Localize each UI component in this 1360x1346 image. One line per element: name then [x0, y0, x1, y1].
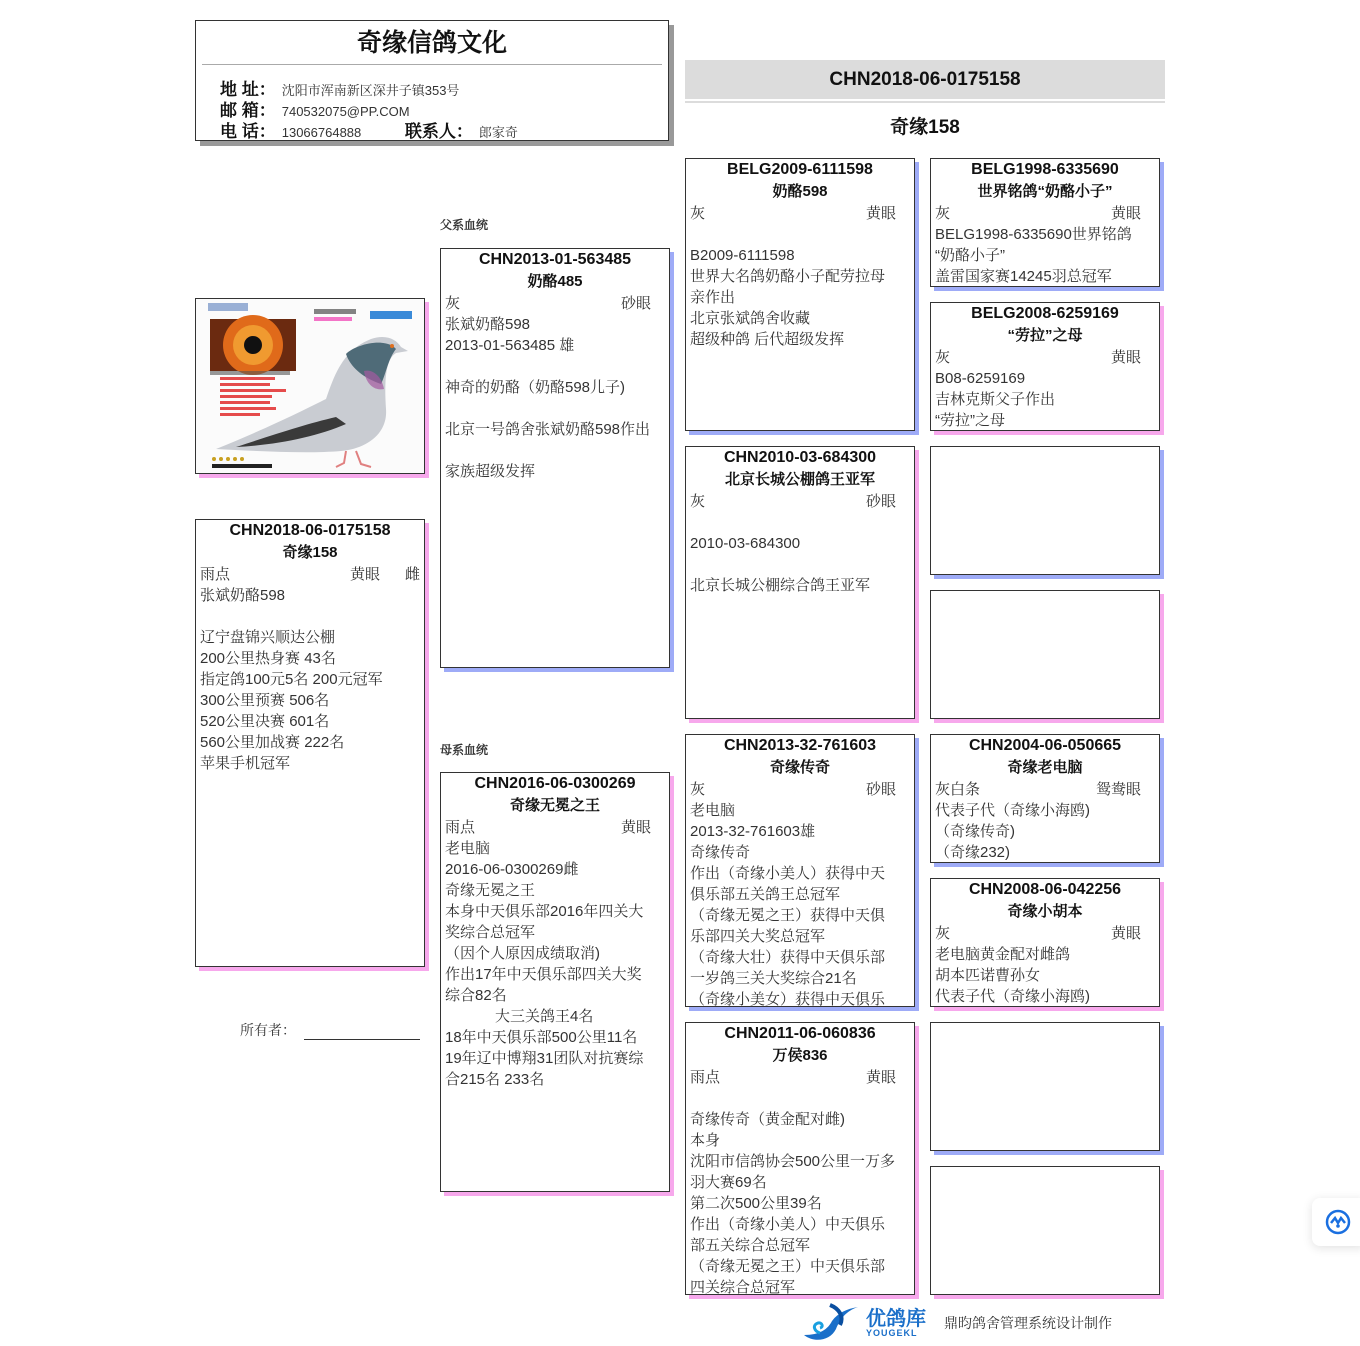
- credit-text: 鼎昀鸽舍管理系统设计制作: [944, 1315, 1112, 1331]
- remark-line: 辽宁盘锦兴顺达公棚: [200, 629, 336, 646]
- email-value: 740532075@PP.COM: [281, 104, 410, 119]
- color-eye-row: [931, 347, 1159, 368]
- footer: [800, 1302, 1112, 1344]
- remark-line: 第二次500公里39名: [690, 1195, 822, 1212]
- color-eye-row: [931, 779, 1159, 800]
- feather-color: 灰: [935, 349, 951, 366]
- remark-line: 本身: [690, 1132, 721, 1149]
- remark-line: （奇缘小美女）获得中天俱乐: [690, 991, 886, 1007]
- pedigree-box[interactable]: [685, 734, 915, 1007]
- pigeon-name: 奇缘无冕之王: [509, 797, 600, 814]
- ring-number: CHN2010-03-684300: [723, 449, 877, 466]
- contact-label: 联系人：: [404, 122, 473, 141]
- remark-line: 作出（奇缘小美人）获得中天: [690, 865, 886, 882]
- feather-color: 灰: [690, 781, 706, 798]
- feather-color: 雨点: [200, 566, 231, 583]
- remark-line: [441, 440, 669, 461]
- remark-line: [686, 512, 914, 533]
- eye-type: 鸳鸯眼: [1095, 781, 1141, 798]
- eye-type: 黄眼: [620, 819, 651, 836]
- remark-line: 2013-32-761603雄: [690, 823, 816, 840]
- pigeon-name: 世界铭鸽“奶酪小子”: [977, 183, 1113, 200]
- feather-color: 雨点: [445, 819, 476, 836]
- loft-title: 奇缘信鸽文化: [356, 29, 507, 57]
- remark-line: 合215名 233名: [445, 1071, 545, 1088]
- remark-line: 盖雷国家赛14245羽总冠军: [935, 268, 1112, 285]
- eye-type: 黄眼: [1110, 349, 1141, 366]
- floating-assistant-button[interactable]: [1312, 1198, 1360, 1246]
- phone-label: 电 话：: [220, 122, 276, 141]
- feather-color: 灰: [690, 493, 706, 510]
- color-eye-row: [686, 779, 914, 800]
- remark-line: 作出17年中天俱乐部四关大奖: [445, 966, 642, 983]
- remark-line: 北京一号鸽舍张斌奶酪598作出: [445, 421, 651, 438]
- pedigree-box[interactable]: [930, 302, 1160, 431]
- remark-line: [441, 356, 669, 377]
- eye-type: 黄眼: [349, 566, 380, 583]
- color-eye-row: [441, 817, 669, 838]
- pedigree-name: 奇缘158: [890, 117, 960, 138]
- empty-pedigree-box: [930, 1022, 1160, 1151]
- remark-line: 吉林克斯父子作出: [935, 391, 1056, 408]
- remark-line: 19年辽中博翔31团队对抗赛综: [445, 1050, 644, 1067]
- brand-name-en: YOUGEKL: [866, 1327, 918, 1338]
- color-eye-row: [931, 923, 1159, 944]
- pigeon-name: 奶酪485: [527, 273, 583, 290]
- remark-line: 2010-03-684300: [690, 535, 801, 552]
- empty-pedigree-box: [930, 446, 1160, 575]
- ring-number: CHN2008-06-042256: [968, 881, 1122, 898]
- remark-line: 神奇的奶酪（奶酪598儿子): [445, 379, 626, 396]
- pigeon-name: 奇缘老电脑: [1007, 759, 1083, 776]
- eye-type: 砂眼: [865, 781, 896, 798]
- ring-number: BELG1998-6335690: [971, 161, 1119, 178]
- remark-line: B08-6259169: [935, 370, 1026, 387]
- remark-line: [686, 224, 914, 245]
- empty-pedigree-box: [930, 1166, 1160, 1295]
- owner-blank-line: [304, 1025, 420, 1040]
- remark-line: B2009-6111598: [690, 247, 795, 264]
- pigeon-name: 奇缘传奇: [769, 759, 830, 776]
- empty-pedigree-box: [930, 590, 1160, 719]
- remark-line: 家族超级发挥: [445, 463, 536, 480]
- remark-line: [686, 554, 914, 575]
- remark-line: 老电脑: [445, 840, 491, 857]
- ring-number: BELG2009-6111598: [727, 161, 873, 178]
- remark-line: 代表子代（奇缘小海鸥): [935, 802, 1090, 819]
- ring-number: CHN2016-06-0300269: [474, 775, 636, 792]
- remark-line: “劳拉”之母: [935, 412, 1005, 429]
- color-eye-row: [931, 203, 1159, 224]
- eye-type: 黄眼: [865, 1069, 896, 1086]
- brand-name: 优鸽库: [866, 1307, 926, 1330]
- remark-line: （奇缘大壮）获得中天俱乐部: [690, 949, 886, 966]
- remark-line: （奇缘无冕之王）获得中天俱: [690, 907, 886, 924]
- pedigree-box[interactable]: [685, 446, 915, 719]
- pigeon-image: [196, 299, 424, 473]
- owner-label: 所有者：: [240, 1022, 296, 1038]
- eye-type: 黄眼: [865, 205, 896, 222]
- remark-line: （因个人原因成绩取消): [445, 945, 600, 962]
- feather-color: 灰: [690, 205, 706, 222]
- color-eye-row: [686, 203, 914, 224]
- pedigree-box[interactable]: [930, 158, 1160, 287]
- pedigree-box[interactable]: [685, 158, 915, 431]
- pigeon-name: 万侯836: [772, 1047, 828, 1064]
- eye-type: 黄眼: [1110, 925, 1141, 942]
- remark-line: BELG1998-6335690世界铭鸽: [935, 226, 1132, 243]
- remark-line: 200公里热身赛 43名: [200, 650, 336, 667]
- eye-type: 砂眼: [620, 295, 651, 312]
- pigeon-name: 奇缘小胡本: [1007, 903, 1083, 920]
- ring-number: BELG2008-6259169: [971, 305, 1119, 322]
- owner-field: [240, 1020, 420, 1040]
- remark-line: 奇缘传奇（黄金配对雌): [690, 1111, 845, 1128]
- sex: 雌: [404, 566, 420, 583]
- remark-line: 乐部四关大奖总冠军: [690, 928, 826, 945]
- remark-line: “奶酪小子”: [935, 247, 1005, 264]
- ring-number: CHN2018-06-0175158: [229, 522, 391, 539]
- remark-line: 指定鸽100元5名 200元冠军: [200, 671, 383, 688]
- remark-line: 18年中天俱乐部500公里11名: [445, 1029, 638, 1046]
- remark-line: 俱乐部五关鸽王总冠军: [690, 886, 841, 903]
- loft-info-card: [195, 20, 669, 141]
- remark-line: 老电脑: [690, 802, 736, 819]
- ring-number: CHN2004-06-050665: [968, 737, 1122, 754]
- remark-line: 部五关综合总冠军: [690, 1237, 811, 1254]
- remark-line: 沈阳市信鸽协会500公里一万多: [690, 1153, 896, 1170]
- color-eye-row: [686, 1067, 914, 1088]
- ring-number: CHN2013-32-761603: [723, 737, 877, 754]
- assistant-icon: [1325, 1209, 1351, 1235]
- color-eye-row: [686, 491, 914, 512]
- ring-number: CHN2011-06-060836: [724, 1025, 876, 1042]
- remark-line: 综合82名: [445, 987, 507, 1004]
- remark-line: （奇缘无冕之王）中天俱乐部: [690, 1258, 886, 1275]
- pigeon-name: 奶酪598: [772, 183, 828, 200]
- remark-line: 张斌奶酪598: [200, 587, 286, 604]
- color-eye-row: [196, 564, 424, 585]
- remark-line: 羽大赛69名: [690, 1174, 767, 1191]
- phone-value: 13066764888: [281, 125, 362, 140]
- remark-line: [441, 398, 669, 419]
- remark-line: 张斌奶酪598: [445, 316, 531, 333]
- yougeku-logo-icon: [800, 1303, 860, 1343]
- eye-type: 黄眼: [1110, 205, 1141, 222]
- pigeon-photo: [195, 298, 425, 474]
- pedigree-box[interactable]: [930, 878, 1160, 1007]
- remark-line: 奖综合总冠军: [445, 924, 536, 941]
- remark-line: 大三关鸽王4名: [445, 1008, 594, 1025]
- banner-divider: [685, 101, 1165, 103]
- pedigree-ring-banner: CHN2018-06-0175158: [685, 60, 1165, 99]
- remark-line: 一岁鸽三关大奖综合21名: [690, 970, 857, 987]
- remark-line: 本身中天俱乐部2016年四关大: [445, 903, 644, 920]
- remark-line: 北京张斌鸽舍收藏: [690, 310, 811, 327]
- remark-line: 2016-06-0300269雌: [445, 861, 579, 878]
- remark-line: 560公里加战赛 222名: [200, 734, 345, 751]
- pedigree-box[interactable]: [195, 519, 425, 967]
- remark-line: 520公里决赛 601名: [200, 713, 330, 730]
- remark-line: 奇缘无冕之王: [445, 882, 536, 899]
- remark-line: 奇缘传奇: [690, 844, 751, 861]
- remark-line: 世界大名鸽奶酪小子配劳拉母: [690, 268, 886, 285]
- dam-line-label: 母系血统: [440, 743, 489, 757]
- feather-color: 雨点: [690, 1069, 721, 1086]
- remark-line: 代表子代（奇缘小海鸥): [935, 988, 1090, 1005]
- contact-value: 郎家奇: [478, 125, 518, 140]
- phone-row: [220, 117, 518, 142]
- remark-line: 作出（奇缘小美人）中天俱乐: [690, 1216, 886, 1233]
- feather-color: 灰: [935, 925, 951, 942]
- remark-line: [686, 1088, 914, 1109]
- remark-line: [196, 606, 424, 627]
- pigeon-name: “劳拉”之母: [1007, 327, 1083, 344]
- remark-line: 2013-01-563485 雄: [445, 337, 575, 354]
- remark-line: 苹果手机冠军: [200, 755, 291, 772]
- remark-line: （奇缘传奇): [935, 823, 1015, 840]
- pedigree-box[interactable]: [685, 1022, 915, 1295]
- pigeon-name: 奇缘158: [282, 544, 338, 561]
- pedigree-box[interactable]: [440, 248, 670, 668]
- color-eye-row: [441, 293, 669, 314]
- address-value: 沈阳市浑南新区深井子镇353号: [281, 83, 460, 98]
- pedigree-box[interactable]: [440, 772, 670, 1192]
- sire-line-label: 父系血统: [440, 218, 489, 232]
- remark-line: 胡本匹诺曹孙女: [935, 967, 1041, 984]
- remark-line: 四关综合总冠军: [690, 1279, 796, 1295]
- pedigree-box[interactable]: [930, 734, 1160, 863]
- eye-type: 砂眼: [865, 493, 896, 510]
- remark-line: 亲作出: [690, 289, 736, 306]
- remark-line: 北京长城公棚综合鸽王亚军: [690, 577, 871, 594]
- divider: [202, 64, 662, 65]
- remark-line: 超级种鸽 后代超级发挥: [690, 331, 845, 348]
- feather-color: 灰白条: [935, 781, 981, 798]
- feather-color: 灰: [935, 205, 951, 222]
- remark-line: （奇缘232): [935, 844, 1011, 861]
- address-label: 地 址：: [220, 80, 276, 99]
- feather-color: 灰: [445, 295, 461, 312]
- remark-line: 老电脑黄金配对雌鸽: [935, 946, 1071, 963]
- pigeon-name: 北京长城公棚鸽王亚军: [724, 471, 875, 488]
- ring-number: CHN2013-01-563485: [478, 251, 632, 268]
- email-label: 邮 箱：: [220, 101, 276, 120]
- remark-line: 300公里预赛 506名: [200, 692, 330, 709]
